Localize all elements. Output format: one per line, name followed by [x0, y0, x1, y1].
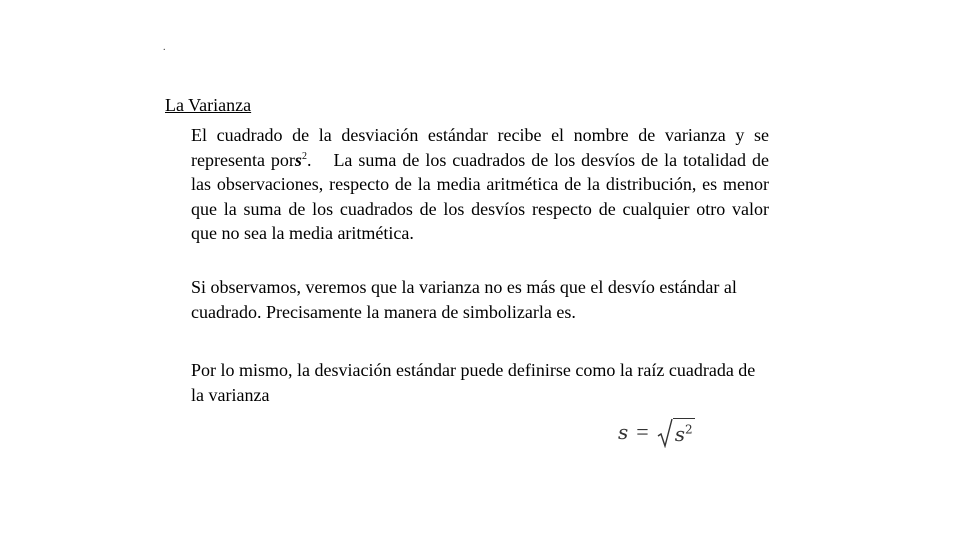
- formula-radicand-symbol: s: [674, 422, 685, 446]
- variance-symbol: s: [294, 149, 302, 170]
- paragraph-definition: [191, 123, 769, 246]
- stray-dot: .: [163, 42, 166, 53]
- paragraph-std-deviation: Por lo mismo, la desviación estándar puede definirse como la raíz cuadrada de la varianza: [191, 360, 756, 405]
- formula-lhs: s: [618, 420, 629, 444]
- paragraph-definition-rest: La suma de los cuadrados de los desvíos de la totalidad de las observaciones, respecto de la media aritmética de la distribución, es menor que la suma de los cuadrados de los desvíos respecto de cualquier otro valor que no sea la media aritmética.: [191, 149, 769, 243]
- std-deviation-formula: [618, 418, 695, 448]
- variance-period: .: [306, 149, 312, 170]
- radical-sign-icon: [657, 418, 673, 448]
- section-heading: La Varianza: [165, 95, 252, 115]
- paragraph-definition-intro: El cuadrado de la desviación estándar recibe el nombre de varianza y se representa por: [191, 125, 769, 170]
- square-root: [657, 418, 695, 448]
- paragraph-observation: Si observamos, veremos que la varianza no es más que el desvío estándar al cuadrado. Precisamente la manera de simbolizarla es.: [191, 277, 737, 322]
- formula-radicand: [673, 418, 695, 447]
- formula-equals: =: [636, 419, 649, 444]
- variance-exponent: 2: [301, 150, 307, 162]
- formula-exponent: 2: [684, 422, 693, 437]
